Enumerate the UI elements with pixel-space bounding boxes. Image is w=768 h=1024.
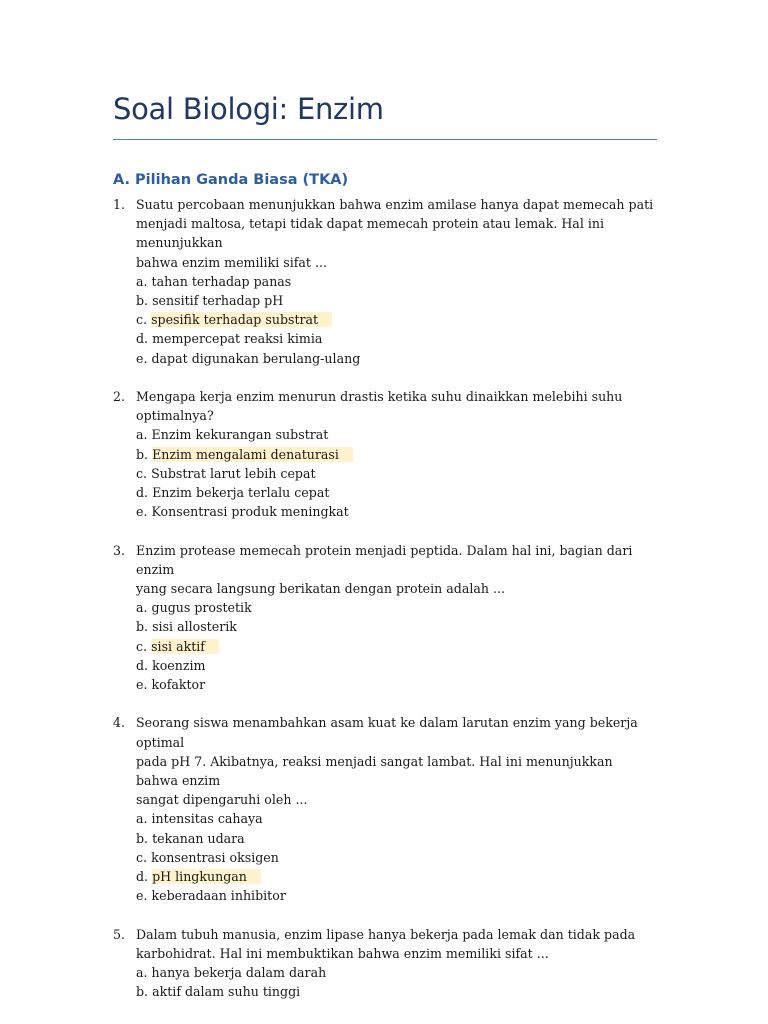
question-text-line: optimalnya? [136,408,214,424]
option-letter: b. [136,293,149,309]
answer-option [136,502,658,521]
option-letter: e. [136,888,148,904]
option-text: tahan terhadap panas [151,273,292,289]
option-text: Enzim mengalami denaturasi [152,447,353,462]
question-body [136,713,658,905]
question-list [113,195,658,1021]
question-text-line: pada pH 7. Akibatnya, reaksi menjadi sangat lambat. Hal ini menunjukkan bahwa enzim [136,753,613,789]
option-text: spesifik terhadap substrat [151,312,332,327]
option-letter: b. [136,446,149,462]
option-text: sensitif terhadap pH [152,293,284,309]
page-title: Soal Biologi: Enzim [113,92,384,126]
option-letter: c. [136,849,148,865]
option-letter: a. [136,965,148,981]
answer-option [136,886,658,905]
question-number: 5. [113,926,126,942]
option-text: kofaktor [151,677,206,693]
option-text: intensitas cahaya [151,811,263,827]
answer-option [136,617,658,636]
question-text-line: yang secara langsung berikatan dengan protein adalah ... [136,581,506,597]
answer-option [136,464,658,483]
answer-option [136,809,658,828]
question-number: 1. [113,197,126,212]
question-number: 2. [113,389,126,405]
question-item [113,387,658,521]
option-text: Enzim kekurangan substrat [151,427,329,443]
question-body [136,541,658,695]
option-text: aktif dalam suhu tinggi [152,984,301,1000]
question-number: 3. [113,542,126,558]
option-text: dapat digunakan berulang-ulang [151,350,361,366]
question-body [136,195,658,368]
question-text-line: Mengapa kerja enzim menurun drastis ketika suhu dinaikkan melebihi suhu [136,389,623,405]
question-text-line: bahwa enzim memiliki sifat ... [136,254,327,270]
question-item [113,195,658,368]
title-divider [113,139,657,140]
question-item [113,925,658,1002]
question-text-line: sangat dipengaruhi oleh ... [136,792,308,808]
option-letter: d. [136,485,149,501]
question-text-line: Dalam tubuh manusia, enzim lipase hanya bekerja pada lemak dan tidak pada [136,926,636,942]
answer-option [136,598,658,617]
answer-option [136,829,658,848]
option-letter: b. [136,984,149,1000]
answer-option [136,656,658,675]
answer-option [136,963,658,982]
option-text: keberadaan inhibitor [151,888,286,904]
answer-option-highlighted [136,867,658,886]
option-letter: e. [136,677,148,693]
option-text: konsentrasi oksigen [151,849,279,865]
option-letter: c. [136,312,148,328]
answer-option [136,483,658,502]
question-text-line: karbohidrat. Hal ini membuktikan bahwa enzim memiliki sifat ... [136,945,549,961]
question-text-line: Suatu percobaan menunjukkan bahwa enzim amilase hanya dapat memecah pati [136,197,654,212]
question-body [136,387,658,521]
answer-option [136,272,658,291]
option-text: Substrat larut lebih cepat [151,465,316,481]
option-text: mempercepat reaksi kimia [152,331,323,347]
option-letter: a. [136,811,148,827]
option-text: sisi allosterik [152,619,237,635]
question-text-line: Seorang siswa menambahkan asam kuat ke dalam larutan enzim yang bekerja optimal [136,715,638,750]
option-letter: c. [136,638,148,654]
option-text: gugus prostetik [151,600,252,616]
answer-option-highlighted [136,637,658,656]
question-item [113,541,658,695]
option-text: Konsentrasi produk meningkat [151,504,349,520]
option-letter: a. [136,273,148,289]
option-letter: e. [136,504,148,520]
answer-option [136,982,658,1001]
option-letter: d. [136,657,149,673]
option-letter: b. [136,619,149,635]
option-letter: c. [136,465,148,481]
option-text: sisi aktif [151,639,219,654]
answer-option-highlighted [136,445,658,464]
question-text-line: Enzim protease memecah protein menjadi peptida. Dalam hal ini, bagian dari enzim [136,542,633,577]
question-text-line: menjadi maltosa, tetapi tidak dapat memecah protein atau lemak. Hal ini menunjukkan [136,216,605,251]
section-heading: A. Pilihan Ganda Biasa (TKA) [113,172,349,188]
answer-option [136,848,658,867]
option-text: hanya bekerja dalam darah [151,965,327,981]
question-number: 4. [113,715,126,731]
option-letter: a. [136,427,148,443]
option-letter: b. [136,830,149,846]
option-letter: d. [136,331,149,347]
option-text: koenzim [152,657,206,673]
option-letter: e. [136,350,148,366]
answer-option [136,291,658,310]
answer-option [136,329,658,348]
answer-option [136,675,658,694]
answer-option-highlighted [136,310,658,329]
question-body [136,925,658,1002]
option-text: tekanan udara [152,830,245,846]
answer-option [136,349,658,368]
option-letter: d. [136,869,149,885]
option-text: Enzim bekerja terlalu cepat [152,485,330,501]
question-item [113,713,658,905]
answer-option [136,425,658,444]
option-letter: a. [136,600,148,616]
option-text: pH lingkungan [152,869,261,884]
